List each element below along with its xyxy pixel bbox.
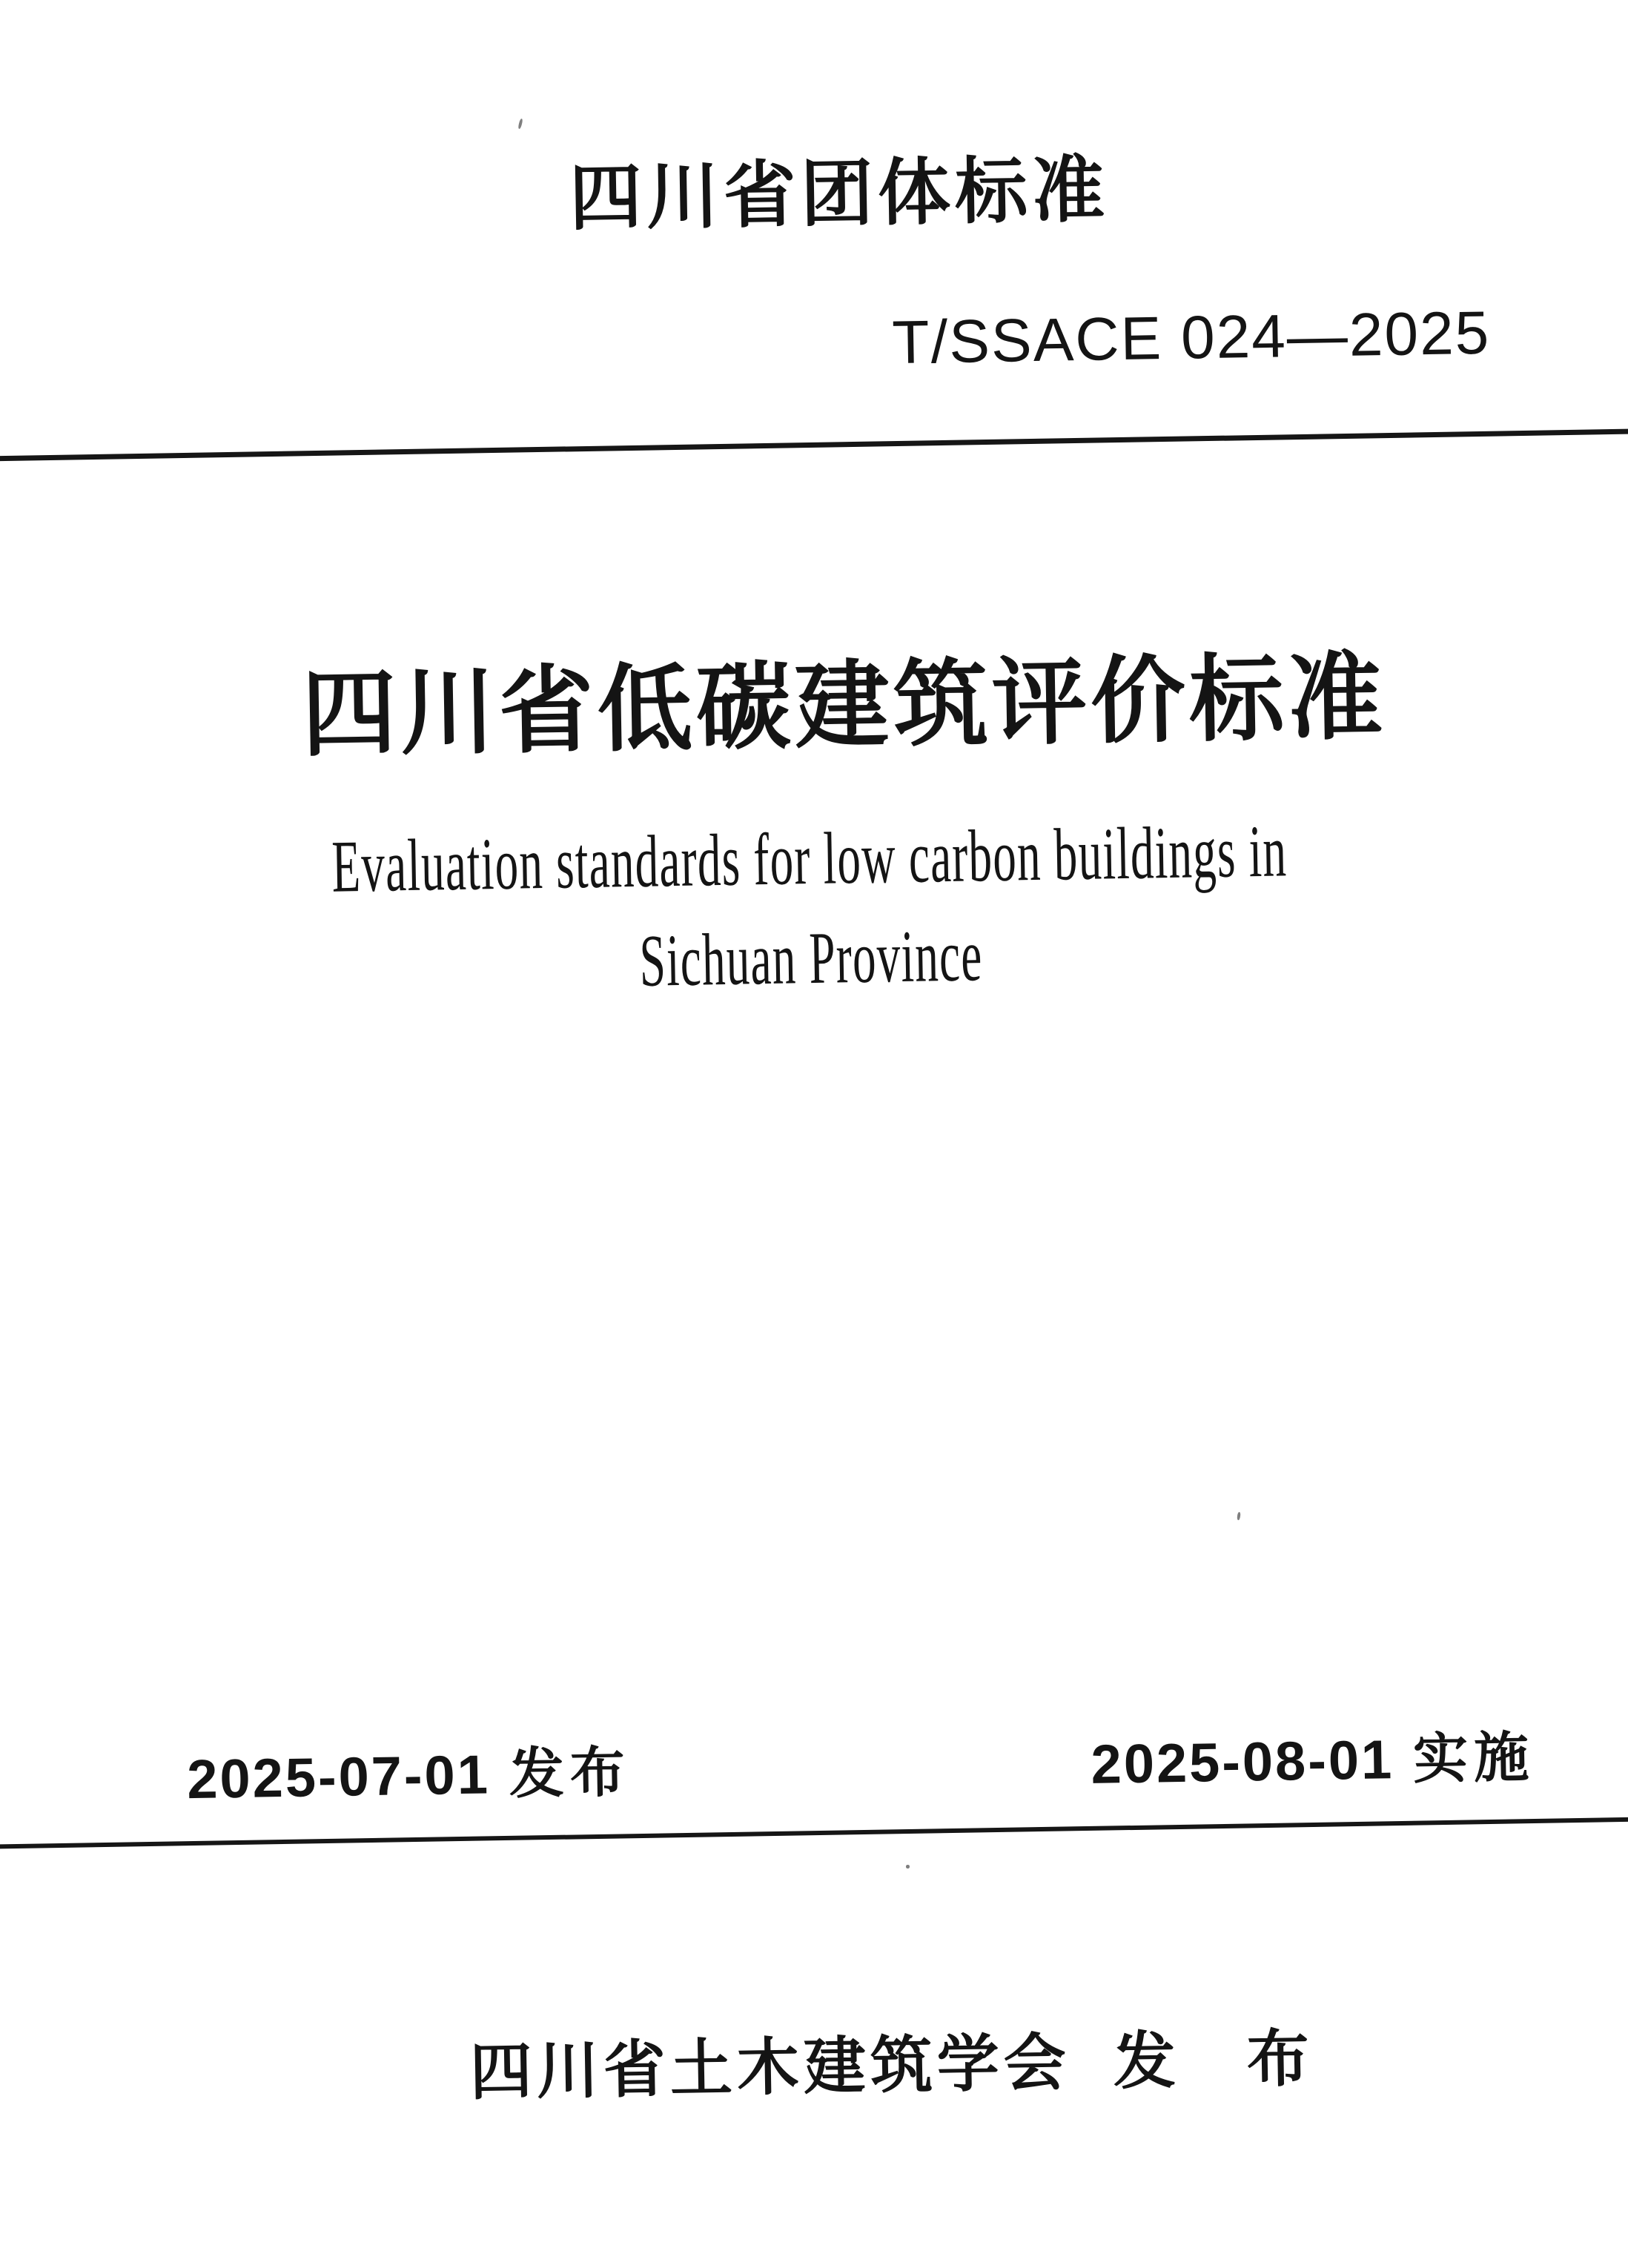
implementation-date-label: 实施 <box>1412 1726 1535 1790</box>
document-title-english-line2: Sichuan Province <box>638 914 984 1002</box>
top-divider-rule <box>0 428 1628 461</box>
standard-number: T/SSACE 024—2025 <box>891 299 1491 377</box>
scan-speck <box>906 1865 910 1869</box>
publisher-action: 发 布 <box>1113 2023 1314 2097</box>
standard-category-title: 四川省团体标准 <box>569 148 1110 239</box>
publisher-line <box>77 2017 1628 2113</box>
publisher-name: 四川省土木建筑学会 <box>469 2027 1071 2107</box>
issue-date-label: 发布 <box>509 1741 632 1805</box>
issue-date: 2025-07-01 <box>186 1743 491 1811</box>
implementation-date: 2025-08-01 <box>1090 1728 1394 1795</box>
bottom-divider-rule <box>0 1817 1628 1848</box>
issue-date-block <box>187 1742 632 1809</box>
document-title-chinese: 四川省低碳建筑评价标准 <box>300 644 1388 769</box>
implementation-date-block <box>1091 1727 1535 1794</box>
document-title-english-line1: Evaluation standards for low carbon buildings in <box>331 809 1288 908</box>
